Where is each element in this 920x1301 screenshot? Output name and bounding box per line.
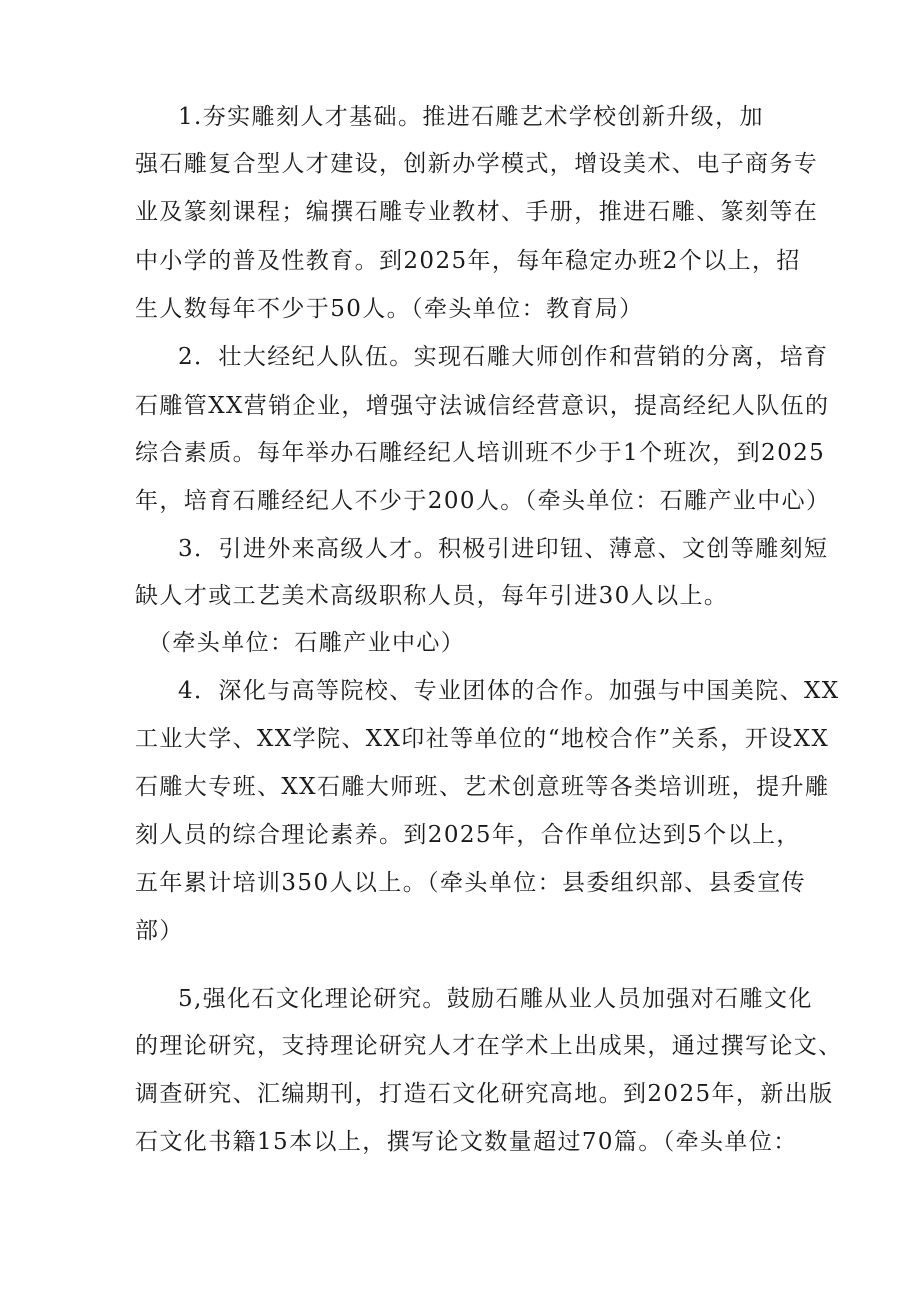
- text-line: 2．壮大经纪人队伍。实现石雕大师创作和营销的分离，培育: [178, 344, 829, 370]
- text-line: 5,强化石文化理论研究。鼓励石雕从业人员加强对石雕文化: [178, 986, 813, 1012]
- text-line: 石雕大专班、XX石雕大师班、艺术创意班等各类培训班，提升雕: [135, 774, 830, 800]
- text-line: 的理论研究，支持理论研究人才在学术上出成果，通过撰写论文、: [135, 1033, 843, 1059]
- text-line: 刻人员的综合理论素养。到2025年，合作单位达到5个以上，: [135, 822, 801, 848]
- text-line: 工业大学、XX学院、XX印社等单位的“地校合作”关系，开设XX: [135, 726, 830, 752]
- text-line: 中小学的普及性教育。到2025年，每年稳定办班2个以上，招: [135, 248, 801, 274]
- text-line: （牵头单位：石雕产业中心）: [148, 630, 466, 656]
- text-line: 年，培育石雕经纪人不少于200人。（牵头单位：石雕产业中心）: [135, 488, 831, 514]
- text-line: 1.夯实雕刻人才基础。推进石雕艺术学校创新升级，加: [178, 104, 764, 130]
- text-line: 业及篆刻课程；编撰石雕专业教材、手册，推进石雕、篆刻等在: [135, 199, 819, 225]
- text-line: 3．引进外来高级人才。积极引进印钮、薄意、文创等雕刻短: [178, 536, 829, 562]
- text-line: 调查研究、汇编期刊，打造石文化研究高地。到2025年，新出版: [135, 1081, 834, 1107]
- text-line: 石文化书籍15本以上，撰写论文数量超过70篇。（牵头单位：: [135, 1129, 798, 1155]
- text-line: 缺人才或工艺美术高级职称人员，每年引进30人以上。: [135, 583, 729, 609]
- text-line: 部）: [135, 918, 184, 944]
- text-line: 生人数每年不少于50人。（牵头单位：教育局）: [135, 296, 644, 322]
- text-line: 石雕管XX营销企业，增强守法诚信经营意识，提高经纪人队伍的: [135, 393, 830, 419]
- text-line: 综合素质。每年举办石雕经纪人培训班不少于1个班次，到2025: [135, 440, 826, 466]
- text-line: 强石雕复合型人才建设，创新办学模式，增设美术、电子商务专: [135, 151, 819, 177]
- text-line: 五年累计培训350人以上。（牵头单位：县委组织部、县委宣传: [135, 870, 806, 896]
- text-line: 4．深化与高等院校、专业团体的合作。加强与中国美院、XX: [178, 678, 840, 704]
